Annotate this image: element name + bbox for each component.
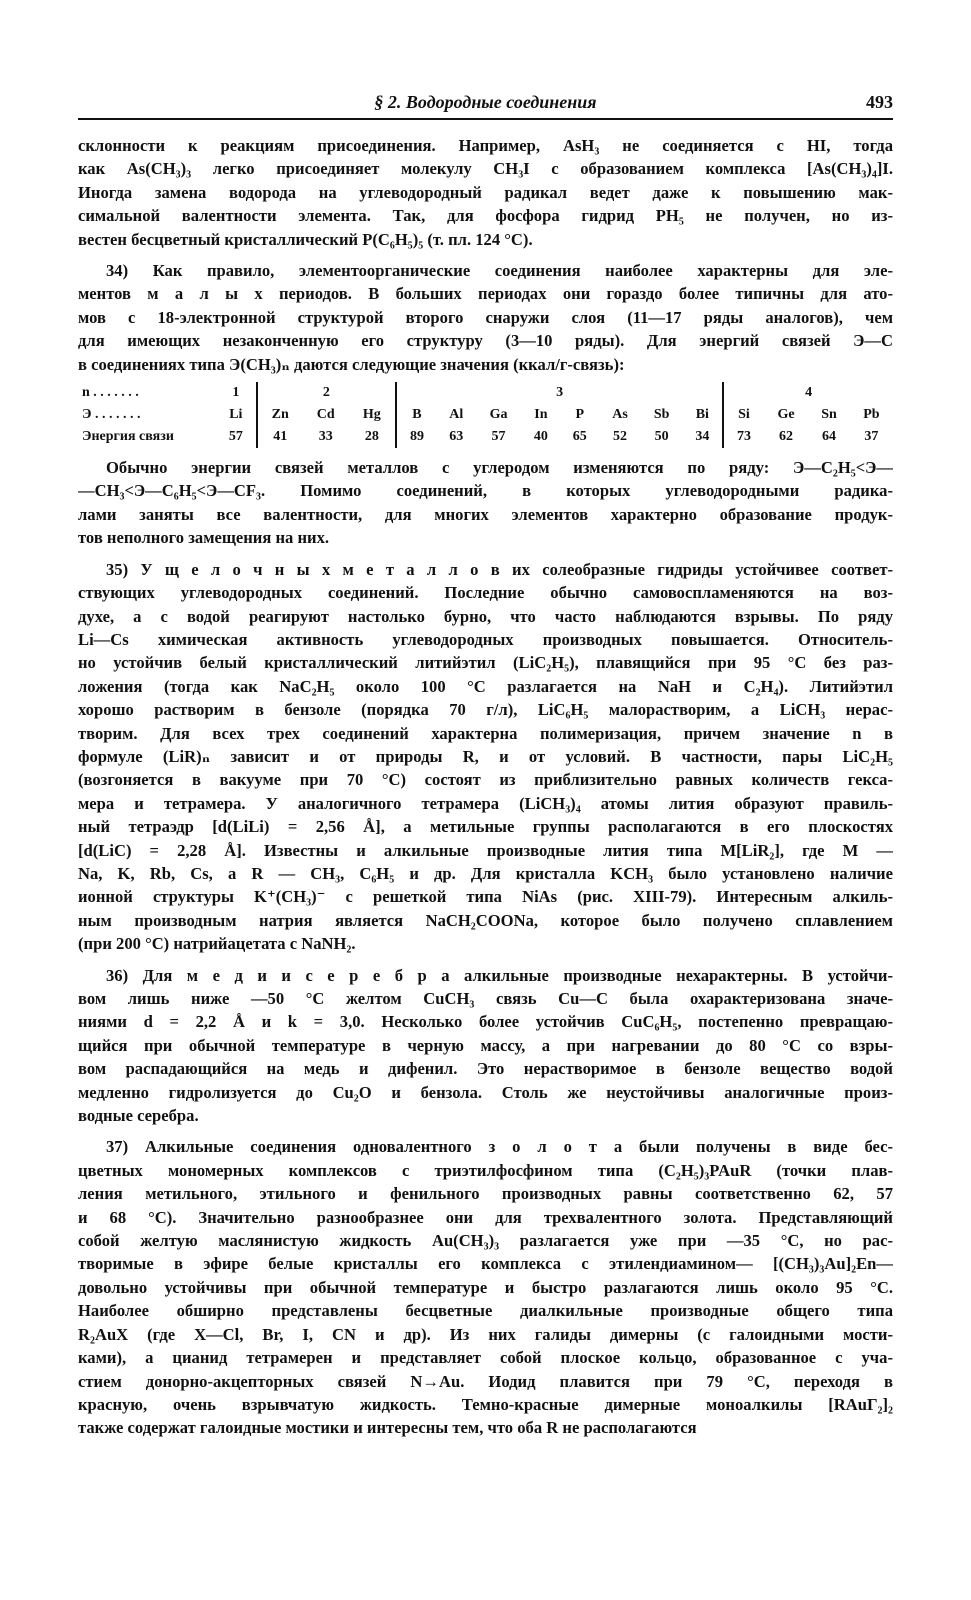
text-line: ствующих углеводородных соединений. Последние обычно самовоспламеняются на воз- <box>78 583 893 603</box>
text-line: ионной структуры K⁺(CH₃)⁻ с решеткой типа NiAs (рис. XIII-79). Интересным алкиль- <box>78 887 893 907</box>
text-line: симальной валентности элемента. Так, для фосфора гидрид PH₅ не получен, но из- <box>78 206 893 226</box>
text-line: довольно устойчивы при обычной температуре и быстро разлагаются лишь около 95 °C. <box>78 1277 893 1297</box>
element-symbol: Si <box>738 407 750 423</box>
text-line: Наиболее обширно представлены бесцветные диалкильные производные общего типа <box>78 1301 893 1321</box>
text-line: мера и тетрамера. У аналогичного тетрамера (LiCH₃)₄ атомы лития образуют правиль- <box>78 793 893 813</box>
text-line: (возгоняется в вакууме при 70 °C) состоят из приблизительно равных количеств гекса- <box>78 770 893 790</box>
text-line: —CH₃<Э—C₆H₅<Э—CF₃. Помимо соединений, в которых углеводородными радика- <box>78 481 893 501</box>
text-line: тов неполного замещения на них. <box>78 528 330 548</box>
element-symbol: Li <box>216 404 257 426</box>
text-line: также содержат галоидные мостики и интересны тем, что оба R не располагаются <box>78 1418 697 1438</box>
running-title: § 2. Водородные соединения <box>374 92 597 112</box>
text-line: духе, а с водой реагируют настолько бурно, что часто наблюдаются взрывы. По ряду <box>78 606 893 626</box>
text-line: хорошо растворим в бензоле (порядка 70 г/л), LiC₆H₅ малорастворим, а LiCH₃ нерас- <box>78 700 893 720</box>
element-symbol: Pb <box>863 407 880 423</box>
element-symbol: Sb <box>653 407 670 423</box>
text-line: 35) У щ е л о ч н ы х м е т а л л о в их солеобразные гидриды устойчивее соответ- <box>106 559 893 579</box>
text-line: ным производным натрия является NaCH₂COONa, которое было получено сплавлением <box>78 910 893 930</box>
text-line: [d(LiC) = 2,28 Å]. Известны и алкильные производные лития типа M[LiR₂], где M — <box>78 840 893 860</box>
bond-energy-value: 40 <box>533 429 548 445</box>
page-number: 493 <box>866 92 893 112</box>
element-symbol: Hg <box>349 404 397 426</box>
text-line: Li—Cs химическая активность углеводородных производных повышается. Относитель- <box>78 629 893 649</box>
paragraph-gap <box>78 550 893 558</box>
text-line: цветных мономерных комплексов с триэтилфосфином типа (C₂H₅)₃PAuR (точки плав- <box>78 1160 893 1180</box>
page-header <box>78 88 893 120</box>
text-line: склонности к реакциям присоединения. Например, AsH₃ не соединяется с HI, тогда <box>78 136 893 155</box>
text-line: ный тетраэдр [d(LiLi) = 2,56 Å], а метильные группы располагаются в его плоскостях <box>78 817 893 837</box>
text-line: ками), а цианид тетрамерен и представляет собой плоское кольцо, образованное с уча- <box>78 1348 893 1368</box>
text-line: 36) Для м е д и и с е р е б р а алкильные производные нехарактерны. В устойчи- <box>106 965 893 985</box>
bond-energy-value: 33 <box>318 429 333 445</box>
paragraph <box>78 134 893 251</box>
paragraphs-after-table <box>78 456 893 1440</box>
text-line: 37) Алкильные соединения одновалентного з о л о т а были получены в виде бес- <box>106 1137 893 1157</box>
element-symbol: Al <box>449 407 464 423</box>
bond-energy-value: 52 <box>613 429 627 445</box>
period-number: 4 <box>805 385 813 401</box>
element-symbol: Cd <box>316 407 335 423</box>
text-line: водные серебра. <box>78 1106 199 1126</box>
row-label: Энергия связи <box>82 429 174 445</box>
text-line: как As(CH₃)₃ легко присоединяет молекулу CH₃I с образованием комплекса [As(CH₃)₄]I. <box>78 159 893 179</box>
period-number: 3 <box>396 382 723 404</box>
text-line: вом распадающийся на медь и дифенил. Это нерастворимое в бензоле вещество водой <box>78 1059 893 1079</box>
element-symbol: B <box>412 407 422 423</box>
paragraph <box>78 456 893 550</box>
bond-energy-value: 57 <box>491 429 506 445</box>
text-line: (при 200 °C) натрийацетата с NaNH₂. <box>78 934 356 954</box>
paragraph-gap <box>78 251 893 259</box>
bond-energy-value: 37 <box>864 429 879 445</box>
element-symbol: Zn <box>271 407 289 423</box>
text-line: Обычно энергии связей металлов с углеродом изменяются по ряду: Э—C₂H₅<Э— <box>106 458 893 478</box>
text-line: стием донорно-акцепторных связей N→Au. Иодид плавится при 79 °C, переходя в <box>78 1371 893 1391</box>
bond-energy-value: 73 <box>736 429 751 445</box>
text-line: щийся при обычной температуре в черную массу, а при нагревании до 80 °C со взры- <box>78 1035 893 1055</box>
text-line: красную, очень взрывчатую жидкость. Темно-красные димерные моноалкилы [RAuГ₂]₂ <box>78 1394 893 1414</box>
text-line: ниями d = 2,2 Å и k = 3,0. Несколько более устойчив CuC₆H₅, постепенно превращаю- <box>78 1012 893 1032</box>
text-line: ментов м а л ы х периодов. В больших периодах они гораздо более типичны для ато- <box>78 284 893 304</box>
table-row-element <box>78 404 893 426</box>
text-line: лами заняты все валентности, для многих элементов характерно образование продук- <box>78 504 893 524</box>
element-symbol: Bi <box>683 404 724 426</box>
element-symbol: Sn <box>821 407 837 423</box>
paragraph-gap <box>78 1127 893 1135</box>
text-line: ления метильного, этильного и фенильного производных равны соответственно 62, 57 <box>78 1184 893 1204</box>
element-symbol: P <box>575 407 585 423</box>
text-line: но устойчив белый кристаллический литийэтил (LiC₂H₅), плавящийся при 95 °C без раз- <box>78 653 893 673</box>
text-line: мов с 18-электронной структурой второго снаружи слоя (11—17 ряды аналогов), чем <box>78 307 893 327</box>
page-body <box>78 134 893 1440</box>
text-line: и 68 °C). Значительно разнообразнее они для трехвалентного золота. Представляющий <box>78 1207 893 1227</box>
bond-energy-value: 62 <box>779 429 793 445</box>
element-symbol: Ge <box>777 407 795 423</box>
paragraph <box>78 558 893 956</box>
text-line: ложения (тогда как NaC₂H₅ около 100 °C разлагается на NaH и C₂H₄). Литийэтил <box>78 676 893 696</box>
paragraph <box>78 259 893 376</box>
text-line: для имеющих незаконченную его структуру (3—10 ряды). Для энергий связей Э—C <box>78 331 893 351</box>
bond-energy-value: 34 <box>683 426 724 448</box>
text-line: Иногда замена водорода на углеводородный радикал ведет даже к повышению мак- <box>78 182 893 202</box>
element-symbol: Ga <box>489 407 508 423</box>
bond-energy-value: 50 <box>654 429 669 445</box>
element-symbol: As <box>612 407 628 423</box>
text-line: вестен бесцветный кристаллический P(C₆H₅)₅ (т. пл. 124 °C). <box>78 229 533 249</box>
paragraph-gap <box>78 956 893 964</box>
text-line: в соединениях типа Э(CH₃)ₙ даются следующие значения (ккал/г-связь): <box>78 354 625 374</box>
period-number: 1 <box>216 382 257 404</box>
table-row-n <box>78 382 893 404</box>
row-label: Э . . . . . . . <box>82 407 141 423</box>
text-line: 34) Как правило, элементоорганические соединения наиболее характерны для эле- <box>106 261 893 281</box>
paragraphs-before-table <box>78 134 893 376</box>
period-number: 2 <box>257 382 396 404</box>
paragraph <box>78 964 893 1128</box>
bond-energy-value: 63 <box>449 429 464 445</box>
bond-energy-value: 41 <box>273 429 288 445</box>
paragraph <box>78 1135 893 1439</box>
bond-energy-value: 64 <box>822 429 837 445</box>
text-line: Na, K, Rb, Cs, а R — CH₃, C₆H₅ и др. Для кристалла KCH₃ было установлено наличие <box>78 863 893 883</box>
table-row-energy <box>78 426 893 448</box>
bond-energy-value: 65 <box>572 429 587 445</box>
text-line: собой желтую маслянистую жидкость Au(CH₃)₃ разлагается уже при —35 °C, но рас- <box>78 1231 893 1251</box>
row-label: n . . . . . . . <box>82 385 139 401</box>
text-line: R₂AuX (где X—Cl, Br, I, CN и др). Из них галиды димерны (с галоидными мости- <box>78 1324 893 1344</box>
text-line: формуле (LiR)ₙ зависит и от природы R, и от условий. В частности, пары LiC₂H₅ <box>78 746 893 766</box>
element-symbol: In <box>534 407 548 423</box>
text-line: творим. Для всех трех соединений характерна полимеризация, причем значение n в <box>78 723 893 743</box>
text-line: медленно гидролизуется до Cu₂O и бензола. Столь же неустойчивы аналогичные произ- <box>78 1082 893 1102</box>
bond-energy-value: 89 <box>409 429 424 445</box>
text-line: творимые в эфире белые кристаллы его комплекса с этилендиамином— [(CH₃)₃Au]₂En— <box>78 1254 893 1274</box>
bond-energy-table <box>78 382 893 448</box>
bond-energy-value: 57 <box>216 426 257 448</box>
bond-energy-value: 28 <box>349 426 397 448</box>
text-line: вом лишь ниже —50 °C желтом CuCH₃ связь Cu—C была охарактеризована значе- <box>78 989 893 1008</box>
